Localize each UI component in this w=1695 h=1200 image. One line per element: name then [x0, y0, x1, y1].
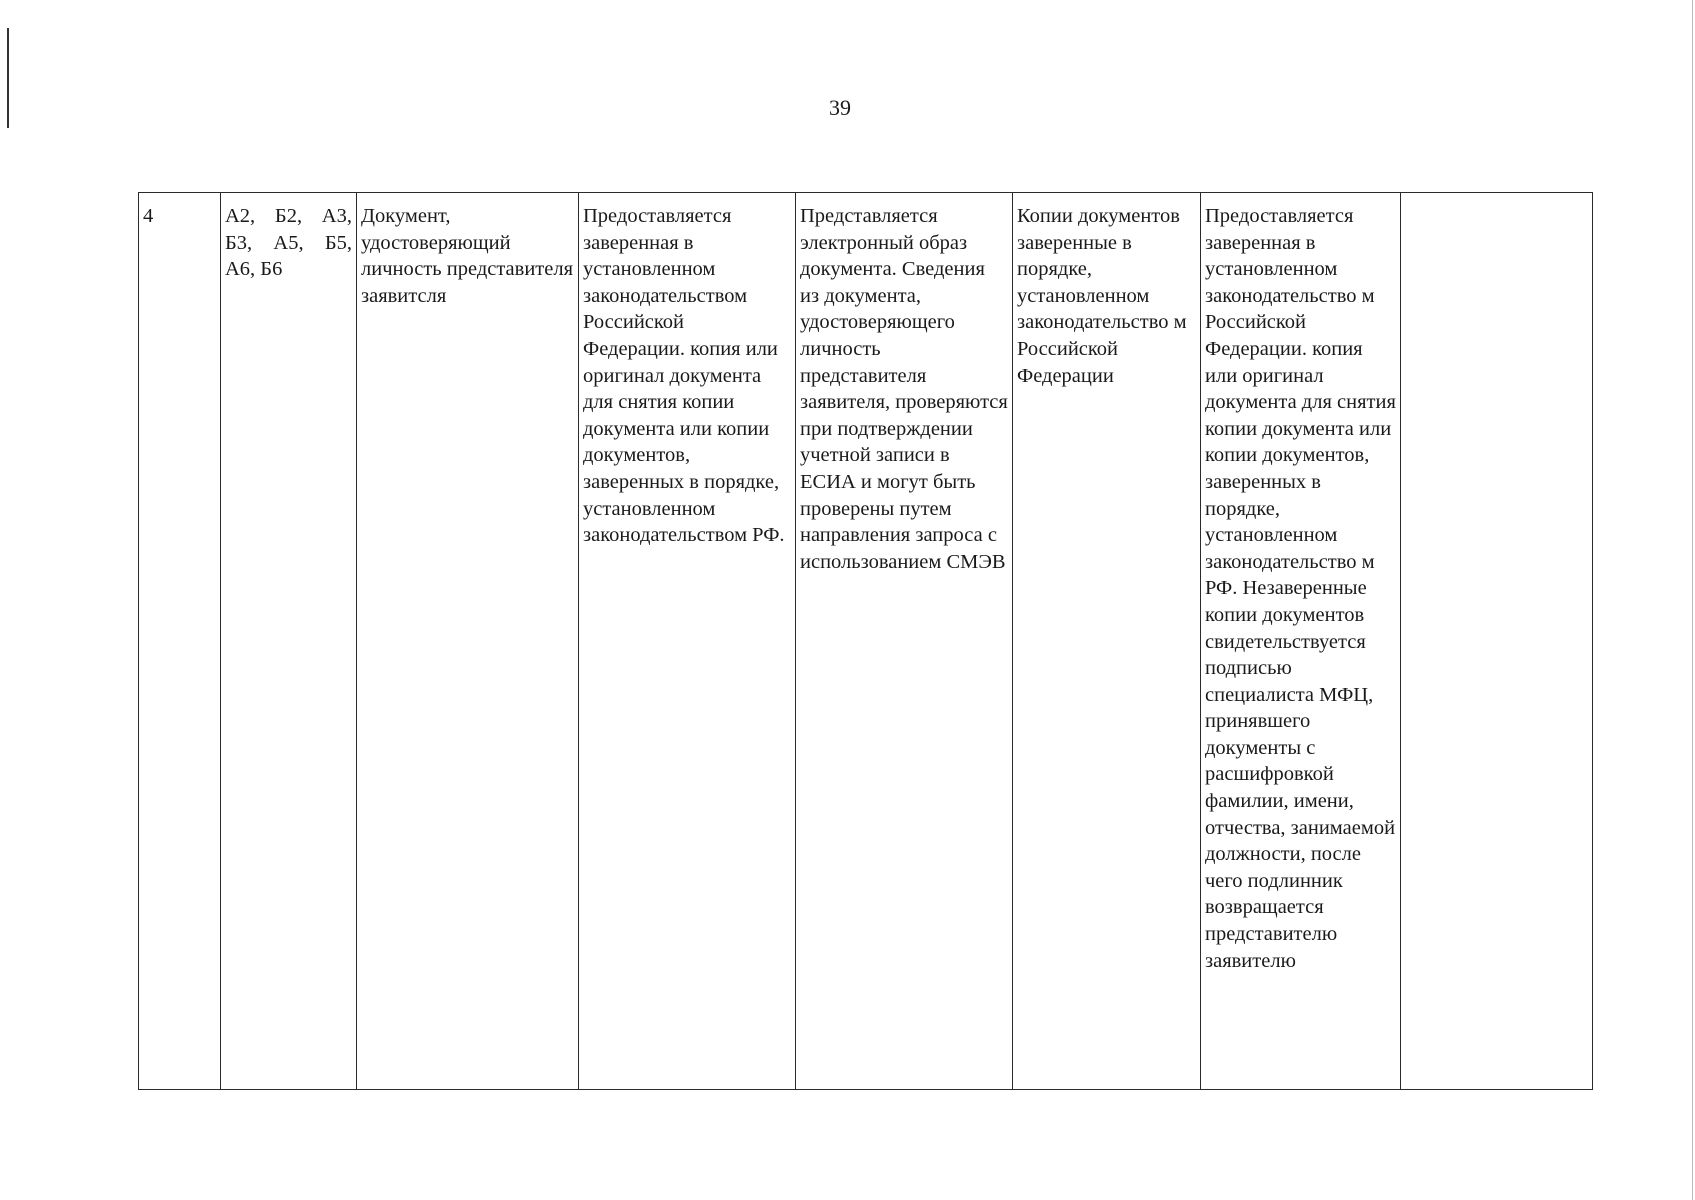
table-row	[139, 193, 1593, 1090]
empty-cell	[1401, 193, 1593, 1090]
copies-cell: Копии документов заверенные в порядке, установленном законодательство м Российской Федерации	[1013, 193, 1201, 1090]
submission-terms-cell: Предоставляется заверенная в установленном законодательством Российской Федерации. копия или оригинал документа для снятия копии документа или копии документов, заверенных в порядке, установленном законодательством РФ.	[579, 193, 796, 1090]
document-name-cell: Документ, удостоверяющий личность представителя заявитсля	[357, 193, 579, 1090]
scan-edge-mark-right	[1692, 0, 1693, 1200]
mfc-submission-cell: Предоставляется заверенная в установленном законодательство м Российской Федерации. копия или оригинал документа для снятия копии документа или копии документов, заверенных в порядке, установленном законодательство м РФ. Незаверенные копии документов свидетельствуется подписью специалиста МФЦ, принявшего документы с расшифровкой фамилии, имени, отчества, занимаемой должности, после чего подлинник возвращается представителю заявителю	[1201, 193, 1401, 1090]
electronic-submission-cell: Представляется электронный образ документа. Сведения из документа, удостоверяющего личность представителя заявителя, проверяются при подтверждении учетной записи в ЕСИА и могут быть проверены путем направления запроса с использованием СМЭВ	[796, 193, 1013, 1090]
document-table	[138, 192, 1593, 1090]
codes-cell: А2, Б2, А3, Б3, А5, Б5, А6, Б6	[221, 193, 357, 1090]
row-number-cell: 4	[139, 193, 221, 1090]
page-number: 39	[829, 95, 851, 120]
